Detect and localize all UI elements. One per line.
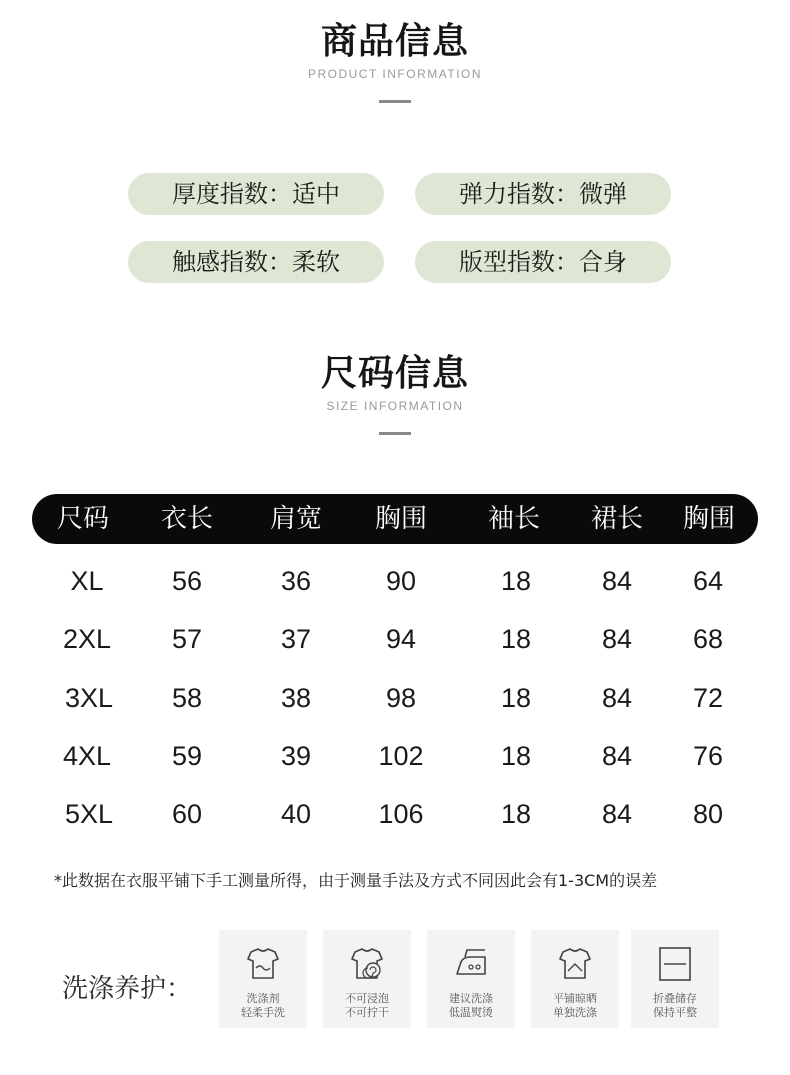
product-info-subtitle: PRODUCT INFORMATION [307,67,483,81]
table-cell: 76 [692,741,724,771]
care-text-line1: 洗涤剂 [246,992,280,1005]
care-text-line1: 折叠储存 [653,992,697,1005]
care-text-line2: 轻柔手洗 [241,1006,285,1019]
size-info-heading [0,352,790,435]
table-cell: 39 [280,741,312,771]
index-pill-touch: 触感指数：柔软 [128,241,384,283]
table-cell: 18 [500,799,532,829]
table-cell: 37 [280,624,312,654]
table-cell: 58 [171,683,203,713]
care-card-iron [427,930,515,1028]
table-cell: 102 [378,741,424,771]
table-cell: 38 [280,683,312,713]
care-text-line2: 低温熨烫 [449,1006,493,1019]
table-cell: 3XL [64,683,114,713]
care-card-flat-dry [531,930,619,1028]
hand-wash-tshirt-icon [243,944,283,984]
table-cell: 84 [601,624,633,654]
table-cell: 84 [601,683,633,713]
table-cell: 56 [171,566,203,596]
table-cell: 59 [171,741,203,771]
table-cell: 18 [500,741,532,771]
table-cell: 84 [601,741,633,771]
care-text-line2: 不可拧干 [345,1006,389,1019]
table-cell: 84 [601,799,633,829]
care-text-line1: 平铺晾晒 [553,992,597,1005]
table-cell: 72 [692,683,724,713]
table-cell: 57 [171,624,203,654]
care-card-fold-store [631,930,719,1028]
size-info-subtitle: SIZE INFORMATION [326,399,464,413]
table-cell: 84 [601,566,633,596]
size-info-title: 尺码信息 [320,353,469,394]
table-cell: 90 [385,566,417,596]
heading-divider [379,432,411,435]
table-cell: 2XL [62,624,112,654]
table-cell: 18 [500,624,532,654]
table-cell: 98 [385,683,417,713]
header-bust-2: 胸围 [682,504,736,534]
heading-divider [379,100,411,103]
flat-dry-tshirt-icon [555,944,595,984]
iron-low-temp-icon [451,944,491,984]
care-text-line1: 不可浸泡 [345,992,389,1005]
header-sleeve: 袖长 [487,504,541,534]
table-cell: 64 [692,566,724,596]
table-cell: 4XL [62,741,112,771]
table-cell: 5XL [64,799,114,829]
product-info-heading [0,20,790,103]
table-cell: 18 [500,566,532,596]
no-soak-tshirt-icon [347,944,387,984]
table-cell: 68 [692,624,724,654]
index-pill-fit: 版型指数：合身 [415,241,671,283]
table-cell: 18 [500,683,532,713]
table-cell: 60 [171,799,203,829]
care-text-line2: 保持平整 [653,1006,697,1019]
index-pill-thickness: 厚度指数：适中 [128,173,384,215]
header-shoulder: 肩宽 [269,504,323,534]
table-cell: 80 [692,799,724,829]
fold-store-icon [655,944,695,984]
header-length: 衣长 [160,504,214,534]
product-info-title: 商品信息 [320,21,469,62]
table-cell: XL [70,566,104,596]
care-text-line1: 建议洗涤 [449,992,493,1005]
table-cell: 36 [280,566,312,596]
table-cell: 94 [385,624,417,654]
table-cell: 40 [280,799,312,829]
measurement-note: *此数据在衣服平铺下手工测量所得，由于测量手法及方式不同因此会有1-3CM的误差 [54,871,658,890]
header-bust: 胸围 [374,504,428,534]
table-cell: 106 [378,799,424,829]
care-label: 洗涤养护： [62,974,193,1004]
care-text-line2: 单独洗涤 [553,1006,597,1019]
care-card-no-soak [323,930,411,1028]
care-card-hand-wash [219,930,307,1028]
header-size: 尺码 [56,504,110,534]
header-skirt-length: 裙长 [590,504,644,534]
size-table-header [32,494,758,544]
index-pill-elasticity: 弹力指数：微弹 [415,173,671,215]
